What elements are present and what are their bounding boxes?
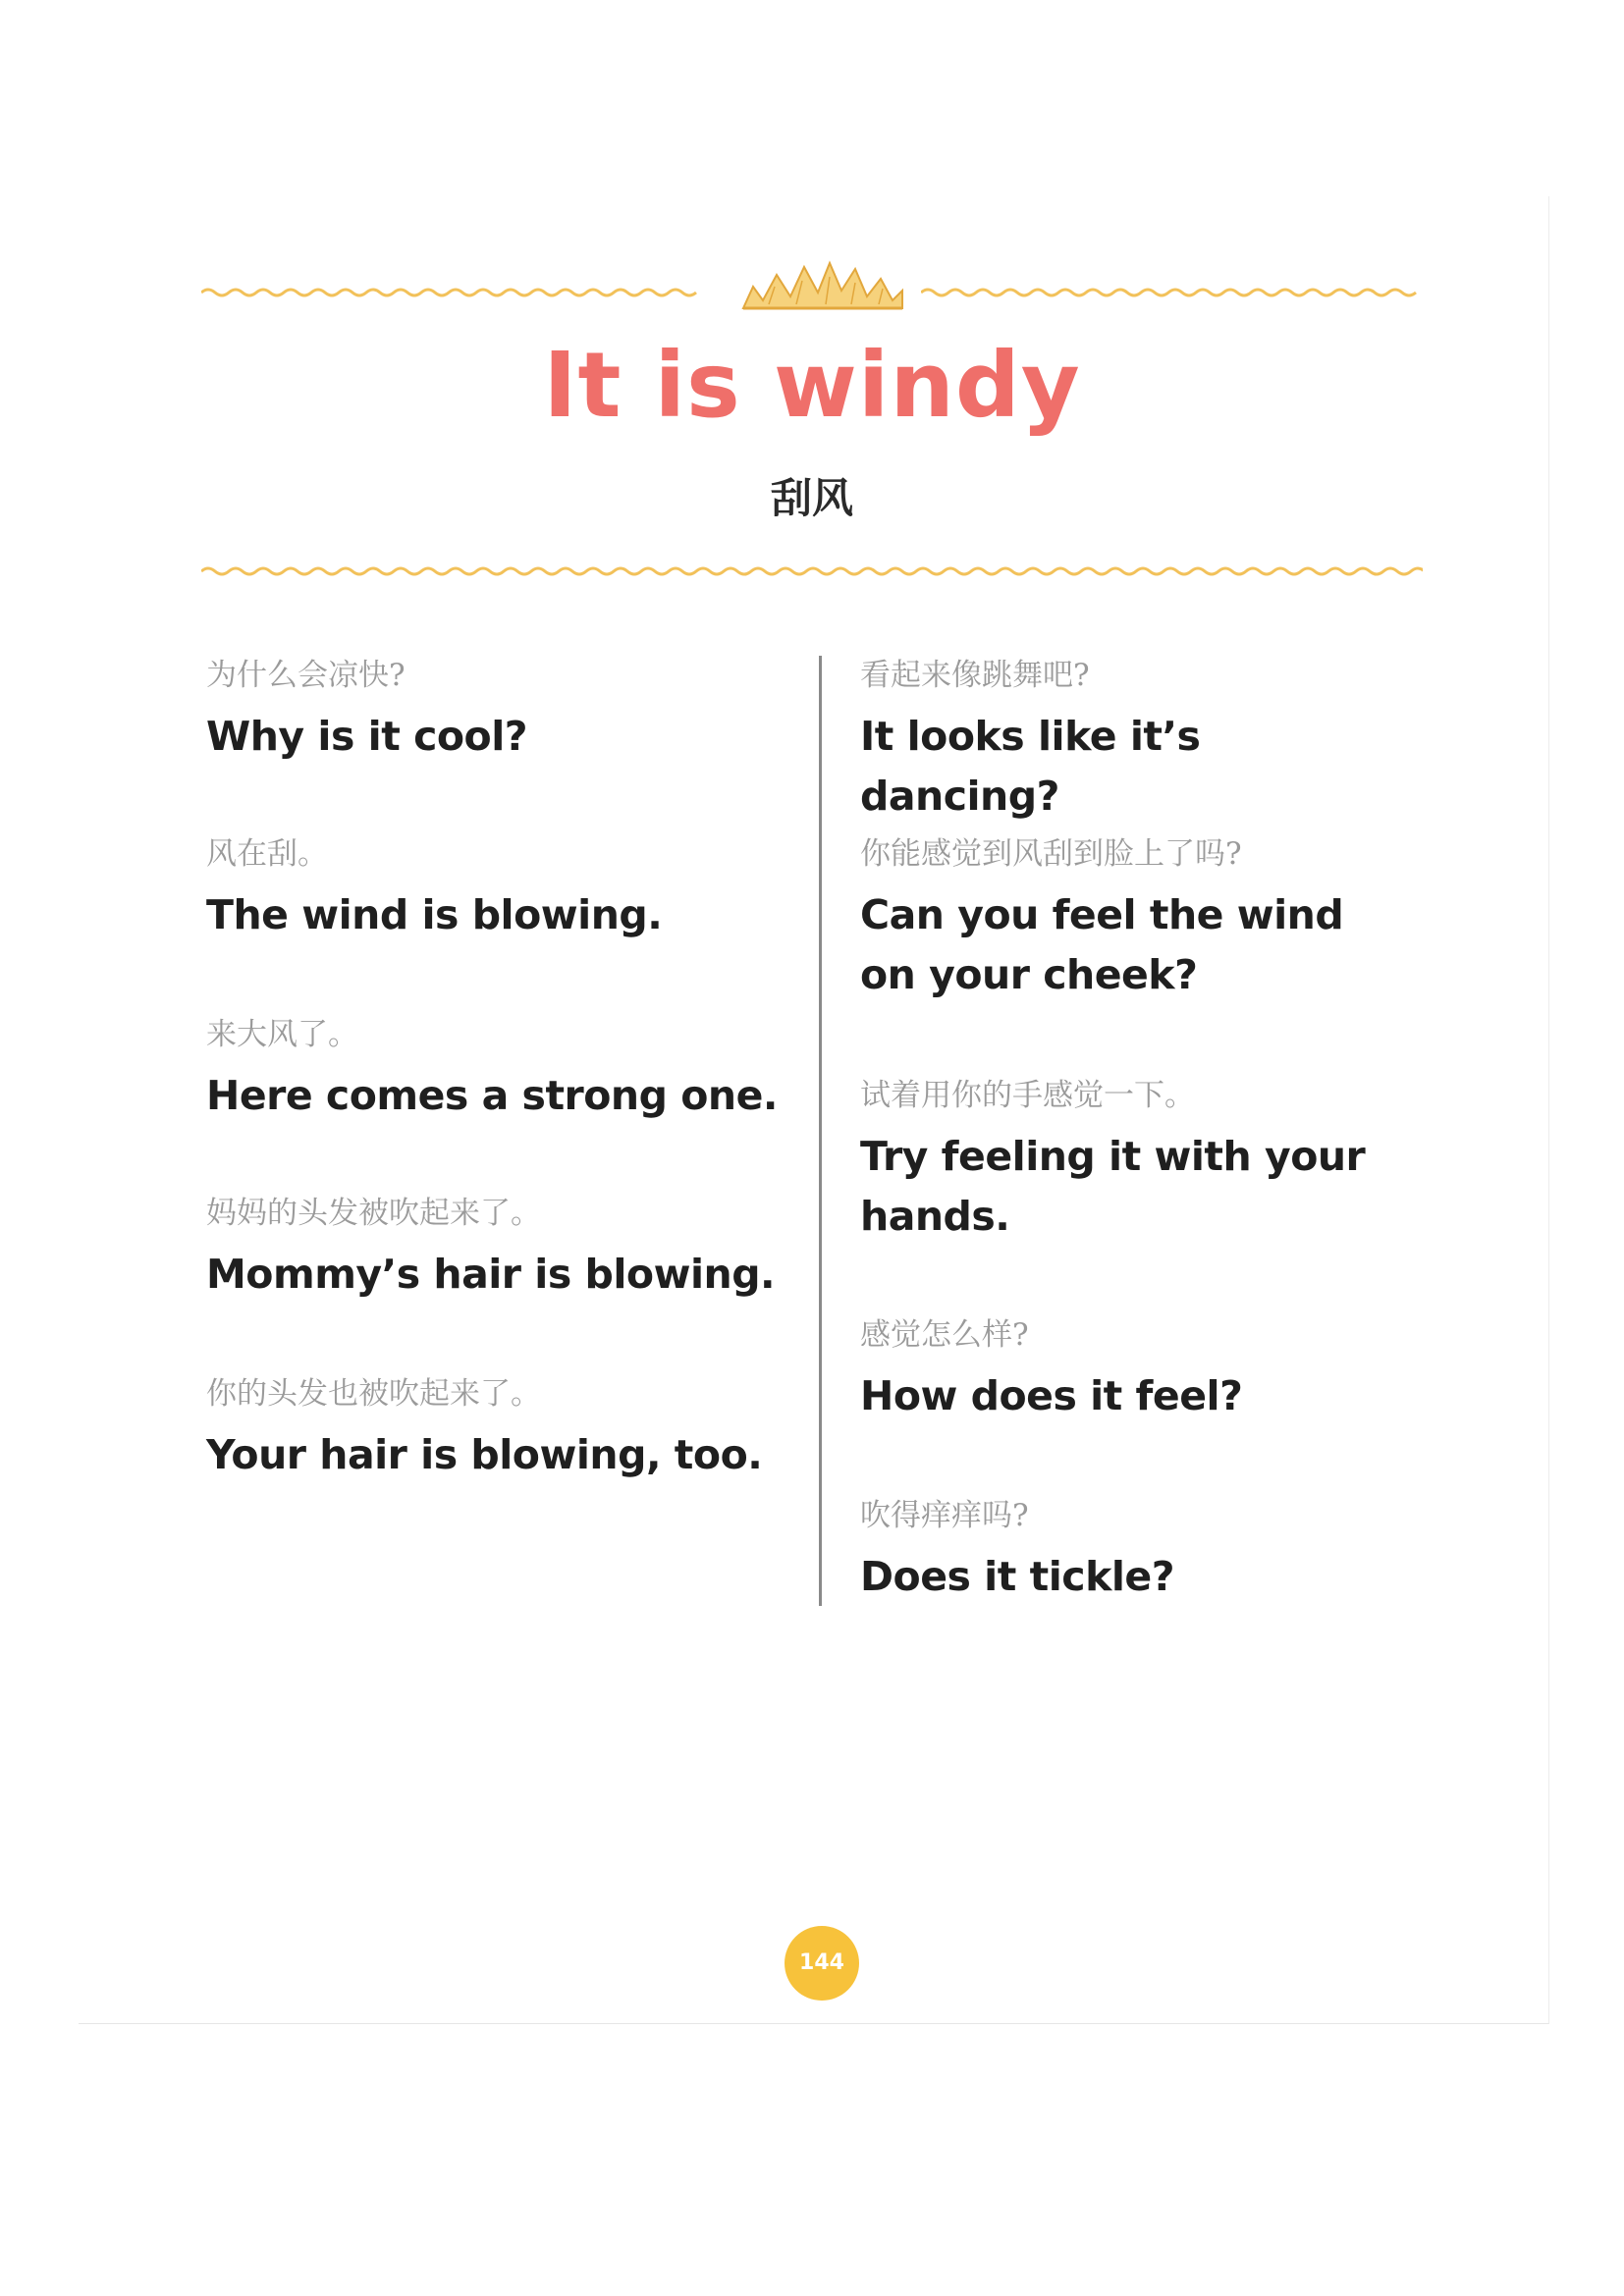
phrase-entry	[206, 1015, 795, 1126]
phrase-entry	[860, 656, 1410, 827]
phrase-chinese: 风在刮。	[206, 836, 328, 872]
phrase-english: It looks like it’s dancing?	[860, 713, 1201, 820]
phrase-english: Your hair is blowing, too.	[206, 1431, 763, 1478]
phrase-chinese: 你能感觉到风刮到脸上了吗?	[860, 836, 1242, 872]
page-subtitle: 刮风	[770, 474, 853, 522]
phrase-english: Try feeling it with your hands.	[860, 1133, 1366, 1240]
phrase-entry	[860, 1076, 1410, 1247]
phrase-entry	[860, 1315, 1410, 1426]
crown-ornament-icon	[739, 257, 906, 314]
phrase-entry	[206, 1374, 795, 1485]
phrase-english: Does it tickle?	[860, 1553, 1174, 1600]
phrase-chinese: 试着用你的手感觉一下。	[860, 1078, 1195, 1113]
phrase-chinese: 为什么会凉快?	[206, 658, 406, 693]
phrase-entry	[860, 834, 1410, 1005]
phrase-chinese: 吹得痒痒吗?	[860, 1498, 1029, 1533]
phrase-chinese: 妈妈的头发被吹起来了。	[206, 1196, 541, 1231]
phrase-english: Can you feel the wind on your cheek?	[860, 891, 1344, 998]
top-wave-right	[921, 281, 1422, 304]
phrase-chinese: 看起来像跳舞吧?	[860, 658, 1090, 693]
phrase-english: Why is it cool?	[206, 713, 528, 760]
phrase-entry	[206, 1194, 795, 1305]
phrase-english: Here comes a strong one.	[206, 1072, 778, 1119]
column-divider	[819, 656, 822, 1606]
phrase-english: How does it feel?	[860, 1372, 1243, 1419]
phrase-entry	[860, 1496, 1410, 1607]
phrase-chinese: 你的头发也被吹起来了。	[206, 1376, 541, 1412]
phrase-english: Mommy’s hair is blowing.	[206, 1251, 776, 1298]
bottom-wave	[201, 560, 1423, 583]
phrase-chinese: 感觉怎么样?	[860, 1317, 1029, 1353]
top-wave-left	[201, 281, 702, 304]
phrase-entry	[206, 656, 795, 767]
phrase-english: The wind is blowing.	[206, 891, 663, 938]
page-number-badge: 144	[785, 1926, 859, 2001]
phrase-chinese: 来大风了。	[206, 1017, 358, 1052]
page-title: It is windy	[543, 333, 1081, 438]
phrase-entry	[206, 834, 795, 945]
